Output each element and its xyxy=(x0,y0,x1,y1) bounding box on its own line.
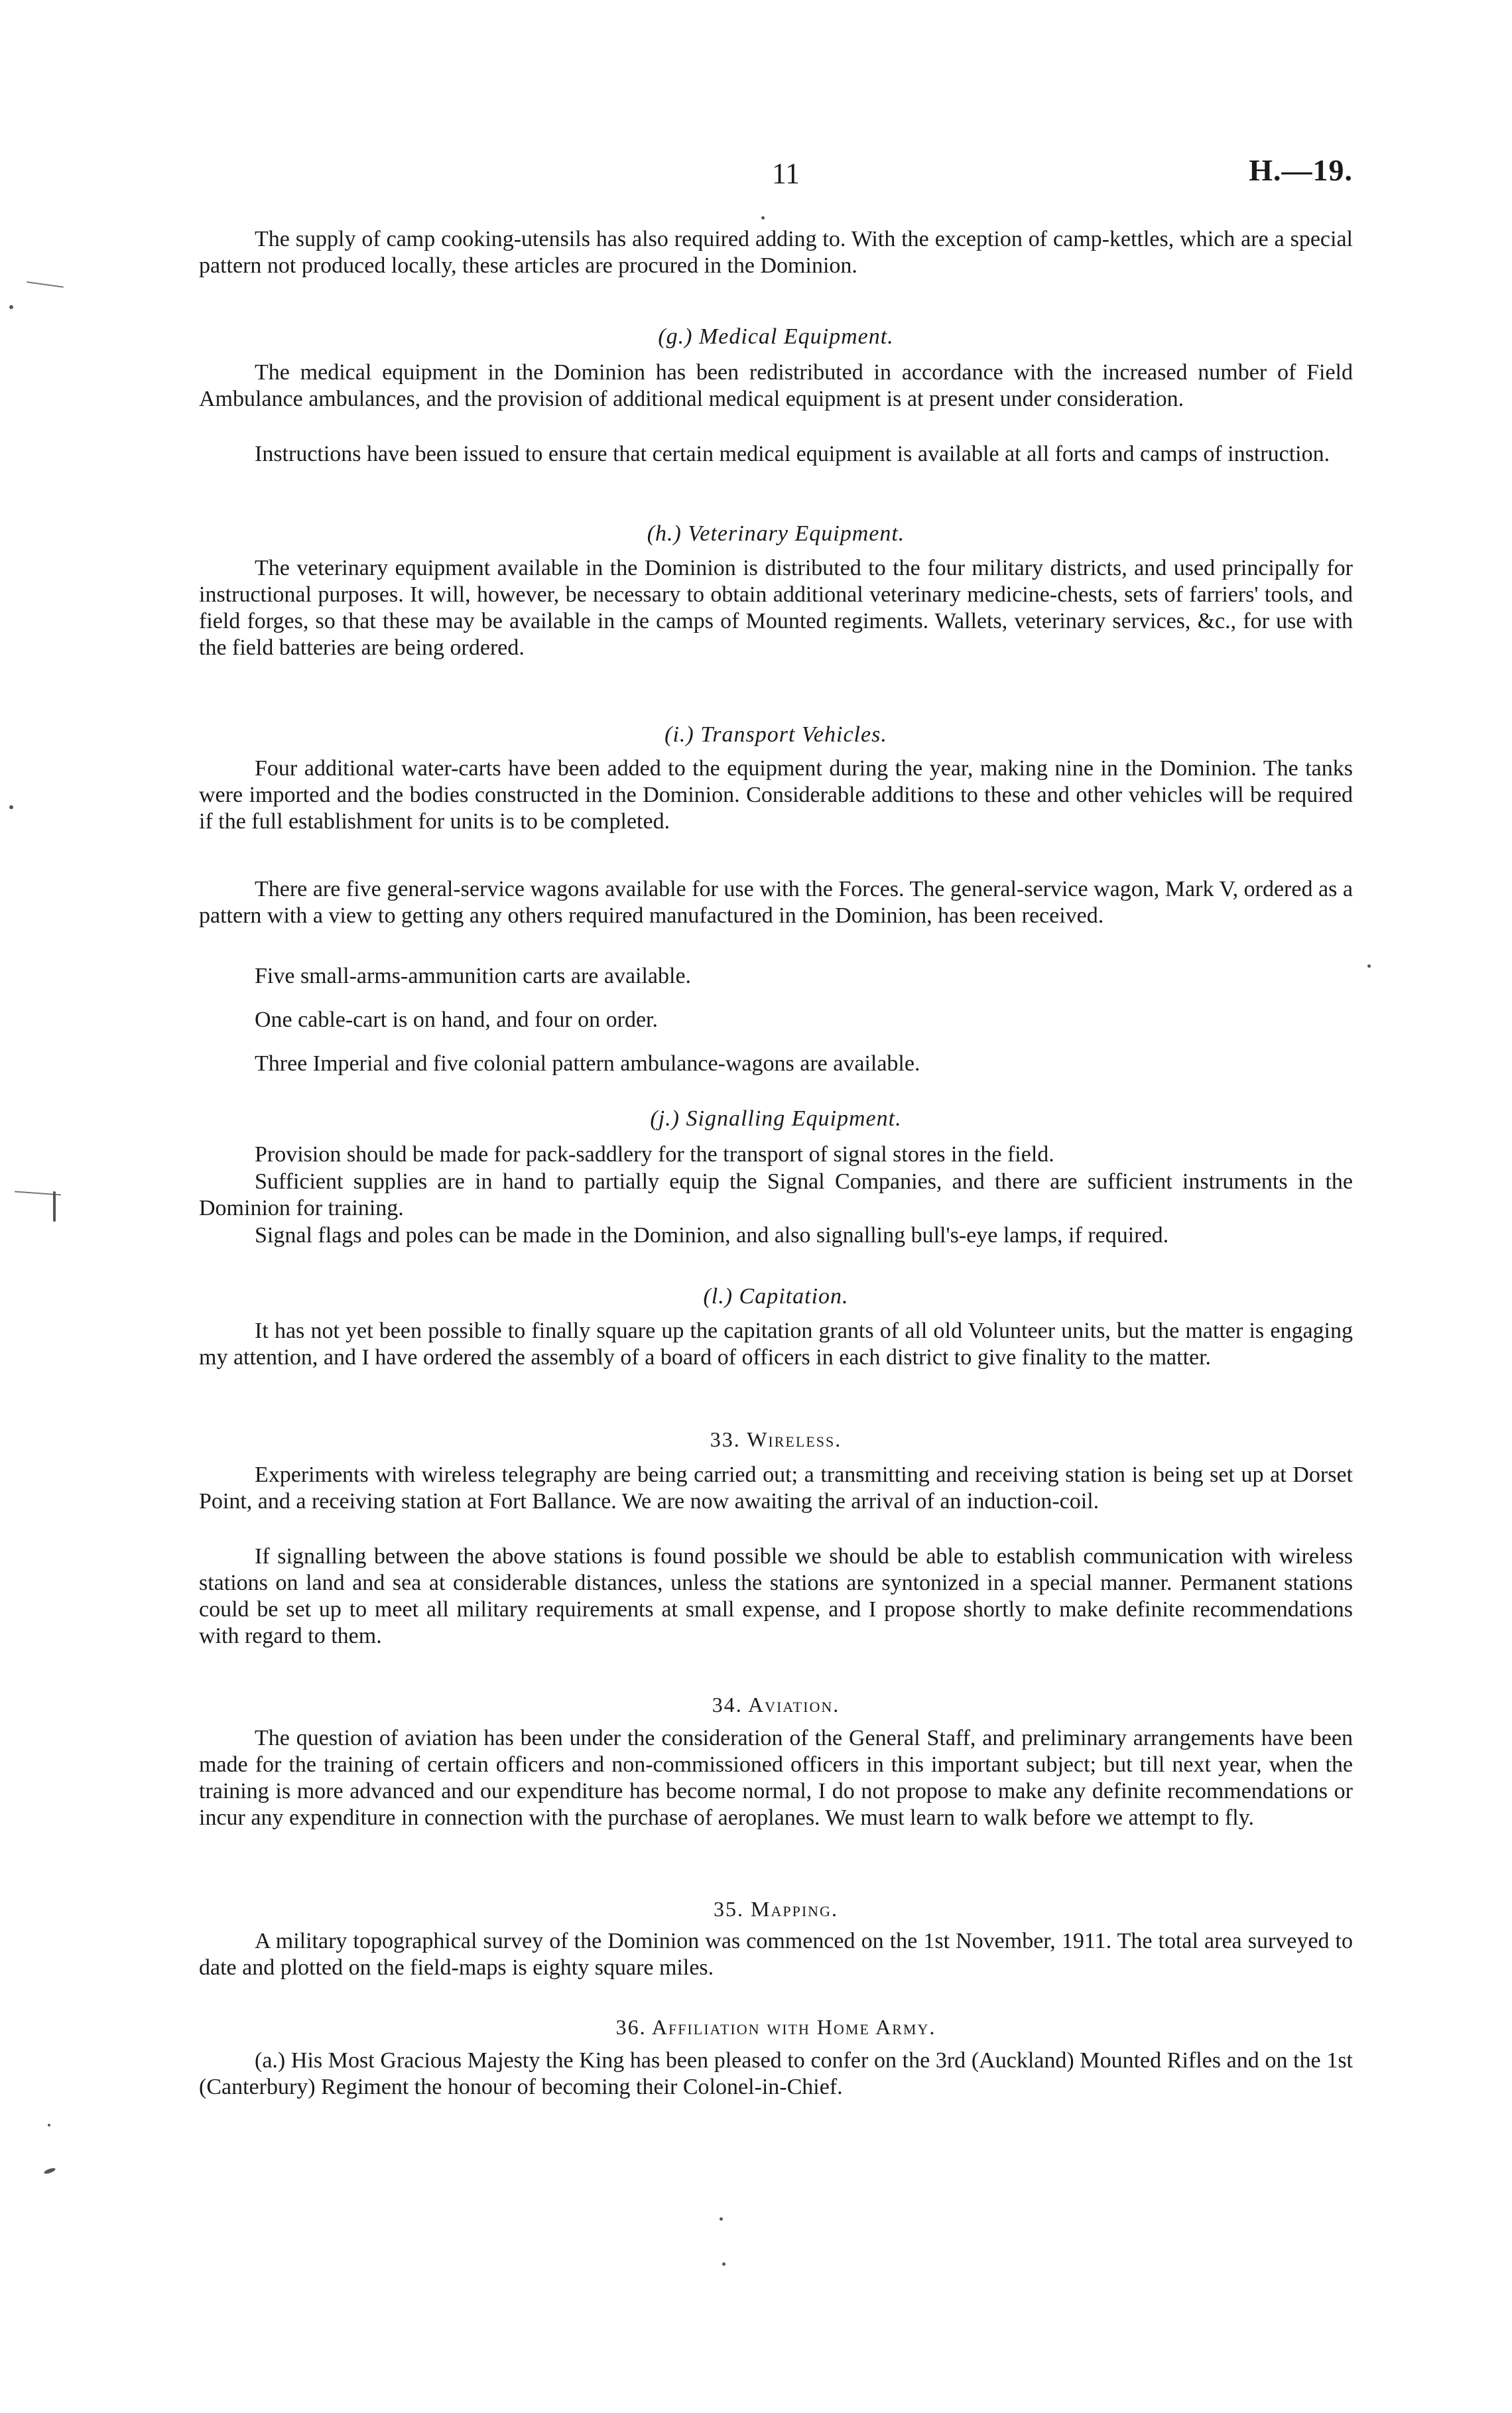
section-heading: (g.) Medical Equipment. xyxy=(658,324,894,349)
paragraph: Signal flags and poles can be made in the Dominion, and also signalling bull's-eye lamps, if required. xyxy=(255,1223,1169,1248)
section-heading: (l.) Capitation. xyxy=(703,1284,849,1309)
paragraph-line: One cable-cart is on hand, and four on order. xyxy=(255,1008,658,1032)
scan-speck xyxy=(720,2217,723,2221)
paragraph: The supply of camp cooking-utensils has also required adding to. With the exception of camp-kettles, which are a special pattern not produced locally, these articles are procured in the Dominion. xyxy=(199,227,1353,278)
paragraph: It has not yet been possible to finally square up the capitation grants of all old Volunteer units, but the matter is engaging my attention, and I have ordered the assembly of a board of officers in each district to give finality to the matter. xyxy=(199,1319,1353,1370)
scan-speck xyxy=(9,805,13,809)
paragraph: The question of aviation has been under the consideration of the General Staff, and preliminary arrangements have been made for the training of certain officers and non-commissioned officers in this important subject; but till next year, when the training is more advanced and our expenditure has become normal, I do not propose to make any definite recommendations or incur any expenditure in connection with the purchase of aeroplanes. We must learn to walk before we attempt to fly. xyxy=(199,1726,1353,1830)
paragraph: The veterinary equipment available in the Dominion is distributed to the four military districts, and used principally for instructional purposes. It will, however, be necessary to obtain additional veterinary medicine-chests, sets of farriers' tools, and field forges, so that these may be available in the camps of Mounted regiments. Wallets, veterinary services, &c., for use with the field batteries are being ordered. xyxy=(199,556,1353,660)
paragraph-line: Three Imperial and five colonial pattern ambulance-wagons are available. xyxy=(255,1051,920,1076)
paragraph-line: Five small-arms-ammunition carts are available. xyxy=(255,964,692,988)
scan-speck xyxy=(761,216,765,220)
paragraph: There are five general-service wagons available for use with the Forces. The general-service wagon, Mark V, ordered as a pattern with a view to getting any others required manufactured in the Dominion, has been received. xyxy=(199,877,1353,928)
scan-speck xyxy=(48,2124,50,2126)
paragraph: Provision should be made for pack-saddlery for the transport of signal stores in the field. xyxy=(255,1142,1054,1167)
paragraph: (a.) His Most Gracious Majesty the King has been pleased to confer on the 3rd (Auckland) Mounted Rifles and on the 1st (Canterbury) Regiment the honour of becoming their Colonel-in-Chief. xyxy=(199,2048,1353,2099)
page-number: 11 xyxy=(771,157,800,190)
section-heading: (i.) Transport Vehicles. xyxy=(664,722,887,747)
scan-speck xyxy=(1367,964,1371,968)
scan-speck xyxy=(9,305,13,309)
scan-mark xyxy=(27,281,64,288)
section-heading: 34. Aviation. xyxy=(712,1693,840,1717)
section-heading: 33. Wireless. xyxy=(710,1427,842,1451)
section-heading: 36. Affiliation with Home Army. xyxy=(615,2015,936,2039)
paragraph: If signalling between the above stations is found possible we should be able to establish communication with wireless stations on land and sea at considerable distances, unless the stations are syntonized in a special manner. Permanent stations could be set up to meet all military requirements at small expense, and I propose shortly to make definite recommendations with regard to them. xyxy=(199,1544,1353,1648)
document-reference: H.—19. xyxy=(1249,153,1353,187)
scan-mark xyxy=(53,1191,56,1222)
paragraph: A military topographical survey of the Dominion was commenced on the 1st November, 1911. The total area surveyed to date and plotted on the field-maps is eighty square miles. xyxy=(199,1929,1353,1980)
paragraph: Experiments with wireless telegraphy are being carried out; a transmitting and receiving station is being set up at Dorset Point, and a receiving station at Fort Ballance. We are now awaiting the arrival of an induction-coil. xyxy=(199,1463,1353,1514)
scan-speck xyxy=(722,2262,725,2266)
paragraph: Instructions have been issued to ensure that certain medical equipment is available at all forts and camps of instruction. xyxy=(255,442,1330,466)
paragraph: Sufficient supplies are in hand to partially equip the Signal Companies, and there are sufficient instruments in the Dominion for training. xyxy=(199,1169,1353,1220)
section-heading: (h.) Veterinary Equipment. xyxy=(647,521,905,546)
scan-mark xyxy=(44,2167,56,2175)
paragraph: The medical equipment in the Dominion has been redistributed in accordance with the increased number of Field Ambulance ambulances, and the provision of additional medical equipment is at present under consideration. xyxy=(199,360,1353,411)
paragraph: Four additional water-carts have been added to the equipment during the year, making nine in the Dominion. The tanks were imported and the bodies constructed in the Dominion. Considerable additions to these and other vehicles will be required if the full establishment for units is to be completed. xyxy=(199,756,1353,834)
section-heading: 35. Mapping. xyxy=(714,1897,838,1921)
section-heading: (j.) Signalling Equipment. xyxy=(650,1106,902,1131)
